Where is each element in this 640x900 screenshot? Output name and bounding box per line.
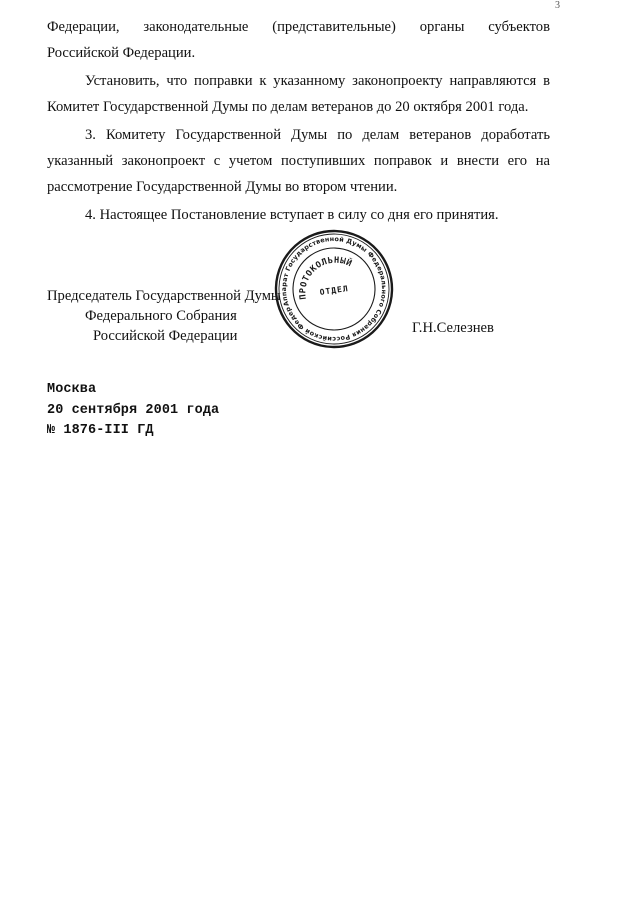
paragraph-3-line-3: рассмотрение Государственной Думы во втором чтении.: [47, 179, 398, 195]
stamp-center-text: ОТДЕЛ: [319, 284, 350, 297]
footer-city: Москва: [47, 382, 97, 397]
paragraph-2-line-1: Установить, что поправки к указанному законопроекту направляются в: [85, 73, 550, 89]
footer-number: № 1876-III ГД: [47, 423, 154, 438]
paragraph-3-line-1: 3. Комитету Государственной Думы по делам ветеранов доработать: [85, 127, 550, 143]
signatory-name: Г.Н.Селезнев: [412, 320, 494, 336]
paragraph-2-line-2: Комитет Государственной Думы по делам ветеранов до 20 октября 2001 года.: [47, 99, 529, 115]
document-body: [47, 14, 550, 228]
signature-title-line-1: Председатель Государственной Думы: [47, 288, 281, 304]
paragraph-4-line-1: 4. Настоящее Постановление вступает в силу со дня его принятия.: [85, 207, 499, 223]
page-number: 3: [555, 0, 560, 11]
paragraph-3-line-2: указанный законопроект с учетом поступивших поправок и внести его на: [47, 153, 550, 169]
signature-title-line-3: Российской Федерации: [93, 328, 238, 344]
signature-title-line-2: Федерального Собрания: [85, 308, 237, 324]
footer-date: 20 сентября 2001 года: [47, 402, 220, 418]
stamp-inner-text: ПРОТОКОЛЬНЫЙ: [298, 255, 354, 301]
paragraph-1-line-2: Российской Федерации.: [47, 45, 196, 61]
official-stamp: [273, 228, 395, 350]
paragraph-1-line-1: Федерации, законодательные (представительные) органы субъектов: [47, 19, 550, 35]
document-footer: [47, 380, 219, 442]
stamp-outer-text: Аппарат Государственной Думы Федерального Собрания Российской Федерации: [279, 234, 389, 344]
